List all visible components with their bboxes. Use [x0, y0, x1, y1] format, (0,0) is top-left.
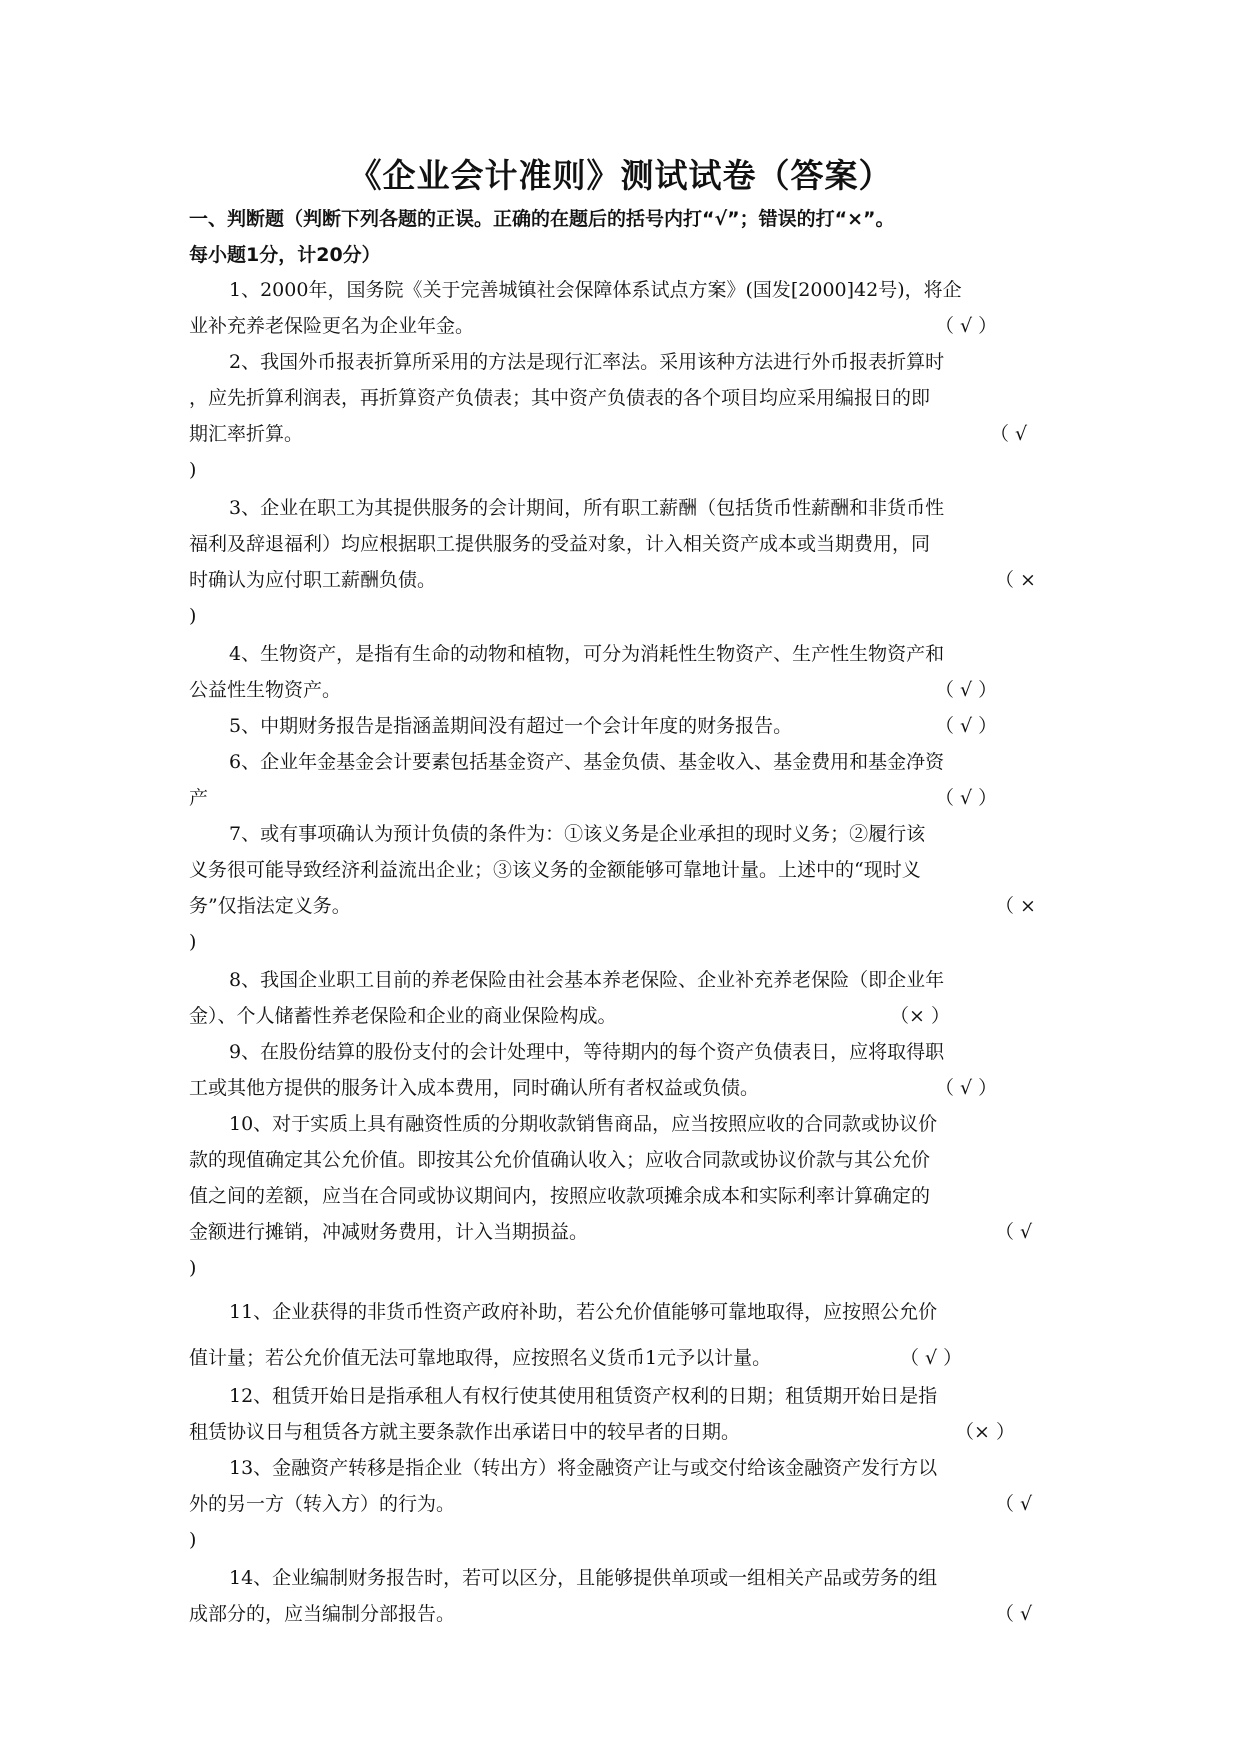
section-heading: 一、判断题（判断下列各题的正误。正确的在题后的括号内打“√”；错误的打“×”。: [189, 208, 895, 230]
question-14-line-1: 14、企业编制财务报告时，若可以区分，且能够提供单项或一组相关产品或劳务的组: [229, 1567, 938, 1589]
question-3-line-2: 福利及辞退福利）均应根据职工提供服务的受益对象，计入相关资产成本或当期费用，同: [189, 533, 931, 555]
question-13-line-1: 13、金融资产转移是指企业（转出方）将金融资产让与或交付给该金融资产发行方以: [229, 1457, 938, 1479]
question-9-line-1: 9、在股份结算的股份支付的会计处理中，等待期内的每个资产负债表日，应将取得职: [229, 1041, 945, 1063]
question-2-answer: （ √: [990, 423, 1028, 445]
question-14-line-2: 成部分的，应当编制分部报告。: [189, 1603, 456, 1625]
question-7-line-3: 务”仅指法定义务。: [189, 895, 351, 917]
question-2-line-1: 2、我国外币报表折算所采用的方法是现行汇率法。采用该种方法进行外币报表折算时: [229, 351, 945, 373]
question-4-line-1: 4、生物资产，是指有生命的动物和植物，可分为消耗性生物资产、生产性生物资产和: [229, 643, 945, 665]
question-12-answer: （× ）: [955, 1421, 1015, 1443]
question-9-answer: （ √ ）: [935, 1077, 998, 1099]
question-2-line-3: 期汇率折算。: [189, 423, 304, 445]
question-7-line-2: 义务很可能导致经济利益流出企业；③该义务的金额能够可靠地计量。上述中的“现时义: [189, 859, 921, 881]
question-8-line-1: 8、我国企业职工目前的养老保险由社会基本养老保险、企业补充养老保险（即企业年: [229, 969, 945, 991]
question-12-line-2: 租赁协议日与租赁各方就主要条款作出承诺日中的较早者的日期。: [189, 1421, 741, 1443]
question-13-line-3: ): [189, 1529, 197, 1551]
question-8-line-2: 金）、个人储蓄性养老保险和企业的商业保险构成。: [189, 1005, 617, 1027]
question-3-answer: （ ×: [995, 569, 1036, 591]
question-9-line-2: 工或其他方提供的服务计入成本费用，同时确认所有者权益或负债。: [189, 1077, 760, 1099]
question-10-line-4: 金额进行摊销，冲减财务费用，计入当期损益。: [189, 1221, 589, 1243]
question-7-line-1: 7、或有事项确认为预计负债的条件为：①该义务是企业承担的现时义务；②履行该: [229, 823, 926, 845]
question-10-line-5: ): [189, 1257, 197, 1279]
question-4-line-2: 公益性生物资产。: [189, 679, 342, 701]
question-8-answer: （× ）: [890, 1005, 950, 1027]
question-10-answer: （ √: [995, 1221, 1033, 1243]
question-7-answer: （ ×: [995, 895, 1036, 917]
question-6-line-1: 6、企业年金基金会计要素包括基金资产、基金负债、基金收入、基金费用和基金净资: [229, 751, 945, 773]
question-1-line-1: 1、2000年，国务院《关于完善城镇社会保障体系试点方案》(国发[2000]42号)，将企: [229, 279, 962, 301]
question-3-line-3: 时确认为应付职工薪酬负债。: [189, 569, 437, 591]
question-6-answer: （ √ ）: [935, 787, 998, 809]
question-3-line-1: 3、企业在职工为其提供服务的会计期间，所有职工薪酬（包括货币性薪酬和非货币性: [229, 497, 945, 519]
question-3-line-4: ): [189, 605, 197, 627]
question-14-answer: （ √: [995, 1603, 1033, 1625]
question-4-answer: （ √ ）: [935, 679, 998, 701]
question-11-line-2: 值计量；若公允价值无法可靠地取得，应按照名义货币1元予以计量。: [189, 1347, 772, 1369]
section-heading-cont: 每小题1分，计20分）: [189, 244, 381, 266]
question-5-line-1: 5、中期财务报告是指涵盖期间没有超过一个会计年度的财务报告。: [229, 715, 793, 737]
question-13-line-2: 外的另一方（转入方）的行为。: [189, 1493, 456, 1515]
question-1-answer: （ √ ）: [935, 315, 998, 337]
page-title: 《企业会计准则》测试试卷（答案）: [348, 156, 893, 195]
question-12-line-1: 12、租赁开始日是指承租人有权行使其使用租赁资产权利的日期；租赁期开始日是指: [229, 1385, 938, 1407]
question-2-line-4: ): [189, 459, 197, 481]
question-2-line-2: ，应先折算利润表，再折算资产负债表；其中资产负债表的各个项目均应采用编报日的即: [189, 387, 931, 409]
question-6-line-2: 产: [189, 787, 209, 809]
question-10-line-2: 款的现值确定其公允价值。即按其公允价值确认收入；应收合同款或协议价款与其公允价: [189, 1149, 931, 1171]
question-11-line-1: 11、企业获得的非货币性资产政府补助，若公允价值能够可靠地取得，应按照公允价: [229, 1301, 938, 1323]
question-11-answer: （ √ ）: [900, 1347, 963, 1369]
question-13-answer: （ √: [995, 1493, 1033, 1515]
question-1-line-2: 业补充养老保险更名为企业年金。: [189, 315, 475, 337]
question-7-line-4: ): [189, 931, 197, 953]
question-10-line-1: 10、对于实质上具有融资性质的分期收款销售商品，应当按照应收的合同款或协议价: [229, 1113, 938, 1135]
question-5-answer: （ √ ）: [935, 715, 998, 737]
question-10-line-3: 值之间的差额，应当在合同或协议期间内，按照应收款项摊余成本和实际利率计算确定的: [189, 1185, 931, 1207]
